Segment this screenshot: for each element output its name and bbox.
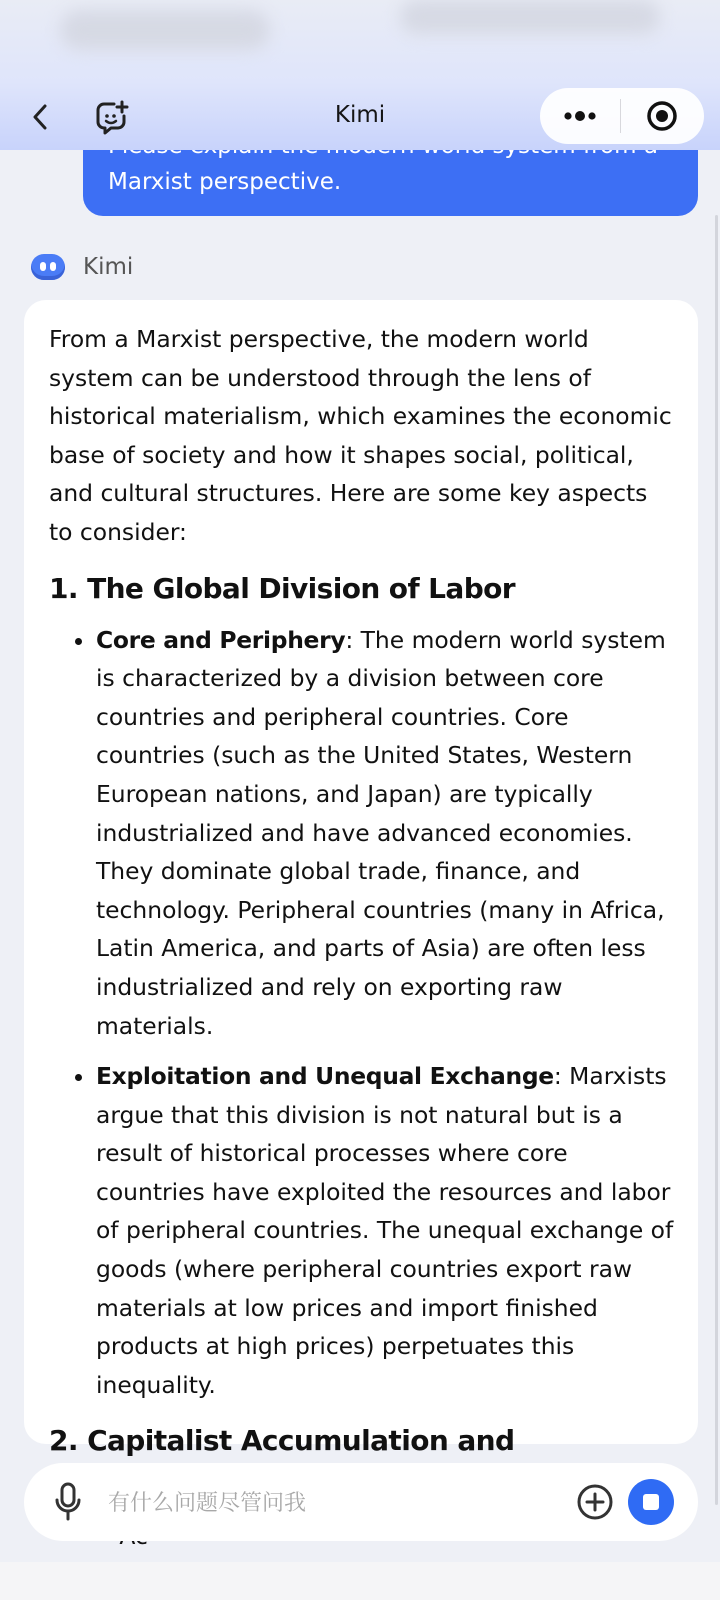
section-heading: 1. The Global Division of Labor [49, 571, 515, 605]
list-item [96, 621, 676, 1046]
close-miniprogram-button[interactable] [621, 88, 703, 144]
microphone-icon [54, 1482, 82, 1522]
bullet-text: : The modern world system is characterized by a division between core countries and peripheral countries. Core countries (such as the United States, Western European nations, and Japan) are typically industrialized and have advanced economies. They dominate global trade, finance, and technology. Peripheral countries (many in Africa, Latin America, and parts of Asia) are often less industrialized and rely on exporting raw materials. [96, 625, 666, 1040]
bullet-term: Exploitation and Unequal Exchange [96, 1062, 554, 1091]
scrollbar[interactable] [715, 215, 718, 1505]
new-chat-button[interactable] [92, 96, 132, 138]
top-navigation-bar [0, 88, 720, 146]
stop-icon [643, 1494, 659, 1510]
plus-circle-icon [576, 1483, 614, 1521]
user-message-text: Marxist perspective. [108, 169, 342, 195]
section-bullet-list [49, 621, 676, 1405]
page-title: Kimi [334, 102, 386, 128]
target-icon [646, 100, 678, 132]
section-heading: 2. Capitalist Accumulation and [49, 1424, 515, 1458]
list-item [96, 1057, 676, 1404]
kimi-avatar-icon [31, 254, 65, 280]
chat-input-bar [24, 1463, 698, 1541]
new-chat-icon [94, 99, 130, 135]
chevron-left-icon [30, 102, 50, 132]
bullet-text: : Marxists argue that this division is not natural but is a result of historical processes where core countries have exploited the resources and labor of peripheral countries. The unequal exchange of goods (where peripheral countries export raw materials at low prices and import finished products at high prices) perpetuates this inequality. [96, 1062, 674, 1399]
more-button[interactable] [540, 88, 620, 144]
message-input[interactable] [106, 1483, 550, 1523]
bullet-term: Core and Periphery [96, 625, 346, 654]
answer-intro: From a Marxist perspective, the modern world system can be understood through the lens of historical materialism, which examines the economic base of society and how it shapes social, political, and cultural structures. Here are some key aspects to consider: [49, 325, 672, 546]
stop-generating-button[interactable] [628, 1479, 674, 1525]
assistant-answer-card [24, 300, 698, 1458]
mini-program-capsule [540, 88, 704, 144]
bot-name: Kimi [83, 254, 134, 280]
back-button[interactable] [22, 98, 58, 136]
voice-input-button[interactable] [52, 1482, 84, 1522]
more-dots-icon [562, 110, 598, 122]
add-attachment-button[interactable] [576, 1483, 614, 1521]
bot-header [31, 250, 133, 284]
bottom-safe-area [0, 1562, 720, 1600]
